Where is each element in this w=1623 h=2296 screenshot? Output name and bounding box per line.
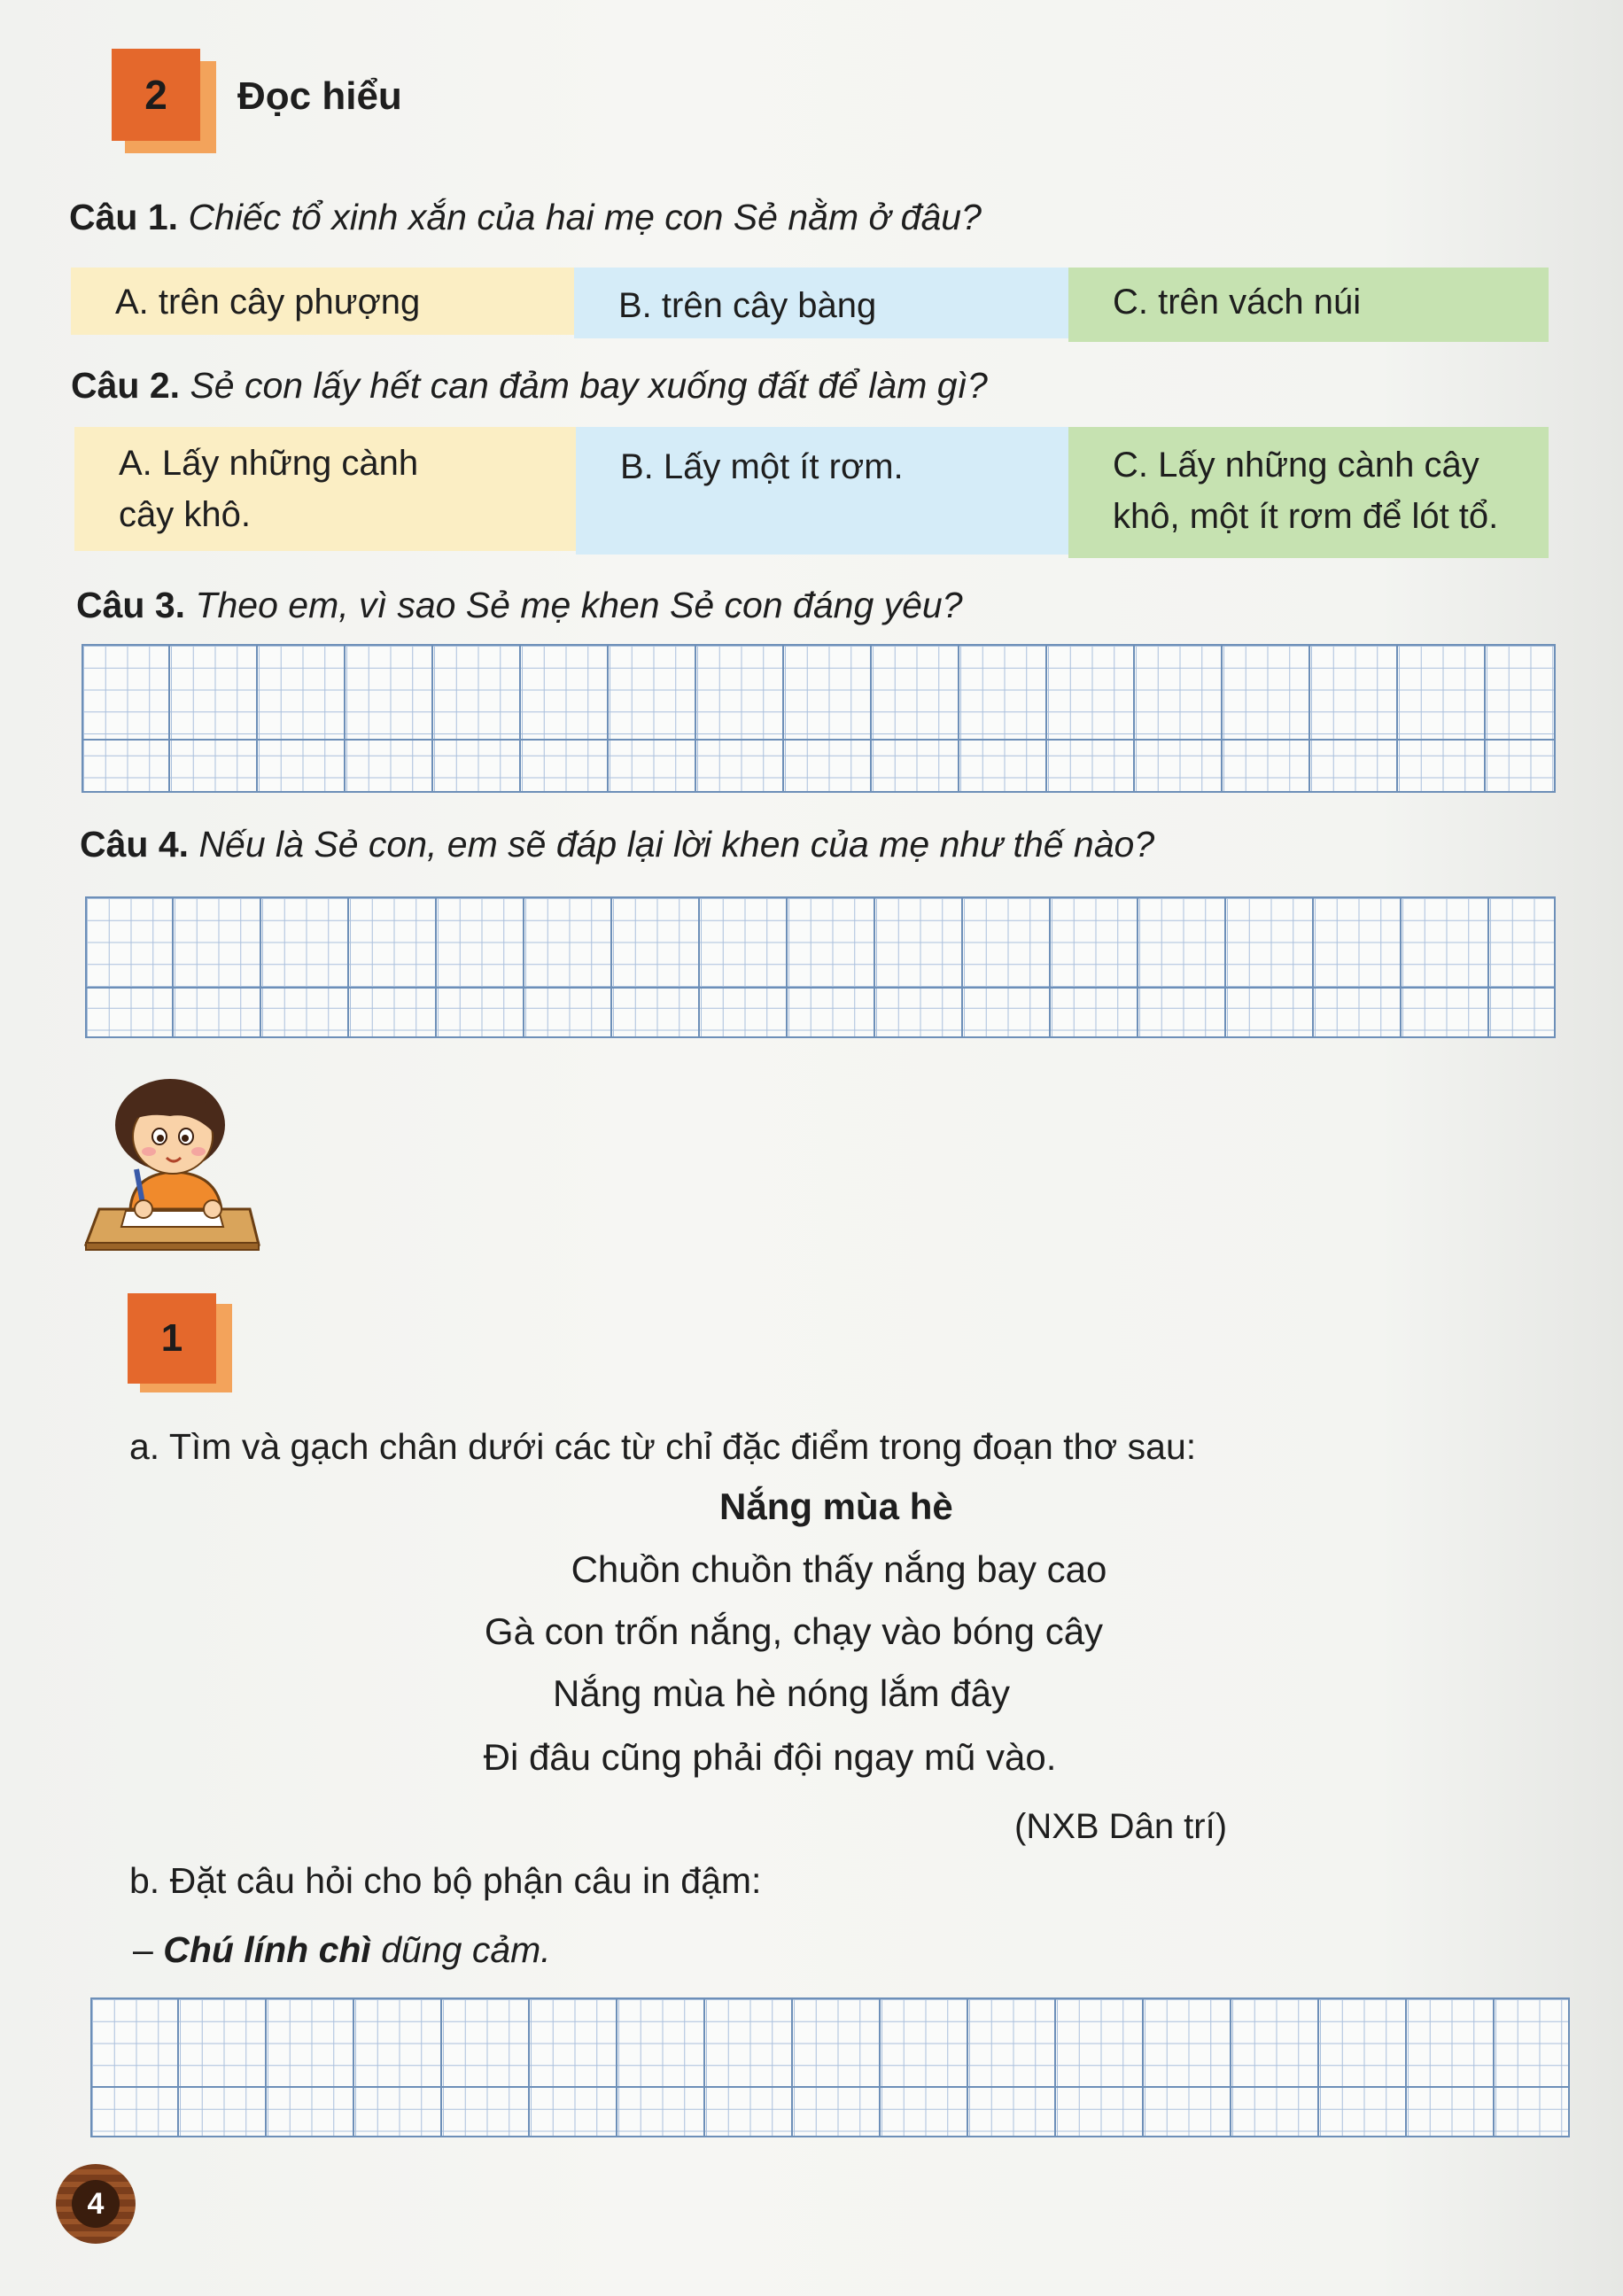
answer-grid-q4[interactable] — [85, 896, 1556, 1038]
page-number-badge — [56, 2164, 136, 2244]
example-bold-part: Chú lính chì — [163, 1929, 371, 1970]
q2-option-c-line2: khô, một ít rơm để lót tổ. — [1113, 497, 1499, 536]
grid-baseline — [83, 739, 1554, 741]
grid-baseline — [87, 987, 1554, 989]
exercise-badge — [128, 1293, 232, 1392]
section-title: Đọc hiểu — [237, 74, 402, 118]
question-3-text: Theo em, vì sao Sẻ mẹ khen Sẻ con đáng yêu? — [195, 585, 963, 625]
section-badge — [112, 49, 216, 153]
page-number: 4 — [72, 2180, 120, 2228]
question-3 — [76, 585, 963, 626]
q2-option-a-line1: A. Lấy những cành — [119, 444, 419, 483]
section-number: 2 — [112, 49, 200, 141]
poem-source: (NXB Dân trí) — [1014, 1807, 1228, 1846]
q2-option-b[interactable] — [576, 427, 1068, 555]
example-rest: dũng cảm. — [381, 1929, 551, 1970]
q2-option-a-line2: cây khô. — [119, 495, 251, 534]
answer-grid-q3[interactable] — [82, 644, 1556, 793]
question-4-label: Câu 4. — [80, 824, 190, 865]
exercise-part-b: b. Đặt câu hỏi cho bộ phận câu in đậm: — [129, 1860, 762, 1901]
answer-grid-part-b[interactable] — [90, 1997, 1570, 2137]
question-1-text: Chiếc tổ xinh xắn của hai mẹ con Sẻ nằm ở đâu? — [188, 197, 982, 237]
q2-option-c-line1: C. Lấy những cành cây — [1113, 446, 1479, 485]
question-3-label: Câu 3. — [76, 585, 186, 625]
poem-line-1: Chuồn chuồn thấy nắng bay cao — [571, 1548, 1107, 1590]
girl-writing-illustration — [82, 1076, 268, 1253]
question-4 — [80, 824, 1154, 865]
question-1-options — [71, 268, 1549, 342]
q2-option-a[interactable] — [74, 427, 576, 551]
question-2 — [71, 365, 988, 407]
poem-line-4: Đi đâu cũng phải đội ngay mũ vào. — [483, 1736, 1057, 1778]
exercise-number: 1 — [128, 1293, 216, 1384]
q1-option-b[interactable]: B. trên cây bàng — [574, 268, 1068, 338]
q1-option-a[interactable]: A. trên cây phượng — [71, 268, 574, 335]
q2-option-b-text: B. Lấy một ít rơm. — [620, 447, 904, 486]
q1-option-c[interactable]: C. trên vách núi — [1068, 268, 1549, 342]
exercise-part-a: a. Tìm và gạch chân dưới các từ chỉ đặc điểm trong đoạn thơ sau: — [129, 1426, 1197, 1467]
question-2-options — [74, 427, 1549, 558]
question-2-label: Câu 2. — [71, 365, 181, 406]
question-2-text: Sẻ con lấy hết can đảm bay xuống đất để làm gì? — [190, 365, 988, 406]
example-sentence — [133, 1929, 551, 1971]
question-4-text: Nếu là Sẻ con, em sẽ đáp lại lời khen của mẹ như thế nào? — [198, 824, 1155, 865]
question-1-label: Câu 1. — [69, 197, 179, 237]
question-1 — [69, 197, 982, 238]
poem-line-3: Nắng mùa hè nóng lắm đây — [553, 1672, 1010, 1714]
poem-line-2: Gà con trốn nắng, chạy vào bóng cây — [484, 1610, 1104, 1652]
grid-baseline — [92, 2086, 1568, 2088]
q2-option-c[interactable] — [1068, 427, 1549, 558]
poem-title: Nắng mùa hè — [719, 1485, 953, 1527]
example-dash: – — [133, 1929, 153, 1970]
